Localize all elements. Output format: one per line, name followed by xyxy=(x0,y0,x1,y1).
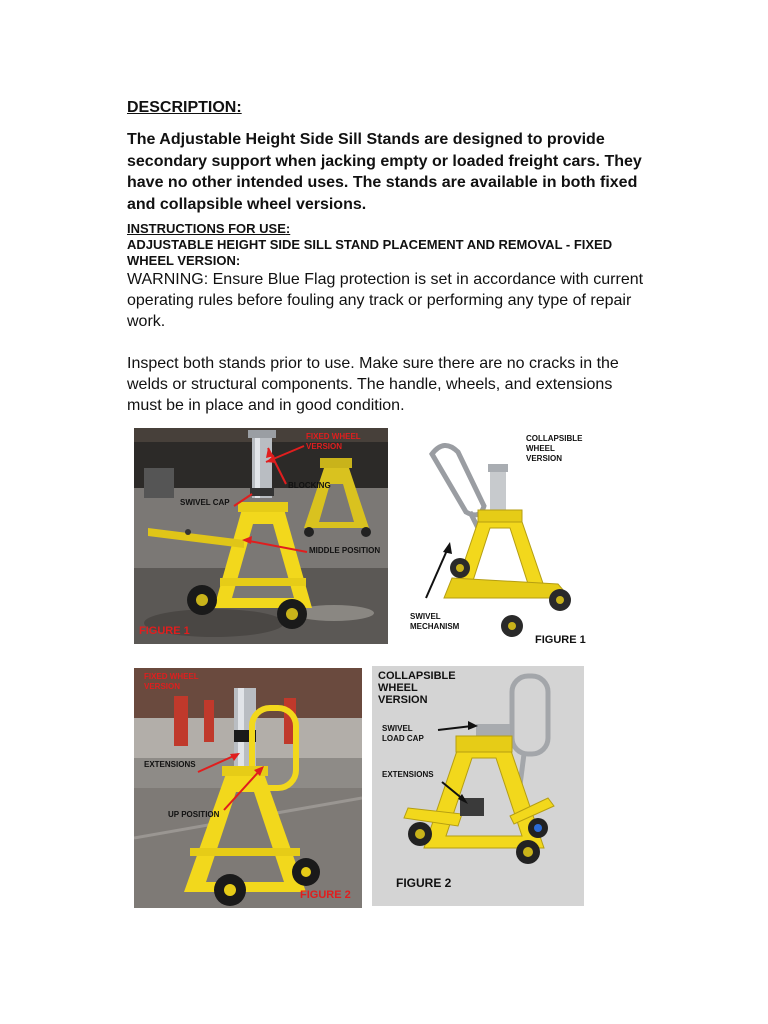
label-swivel-load-cap: SWIVEL LOAD CAP xyxy=(382,724,424,743)
figure-drawing-collapsible-wheel-1 xyxy=(400,428,624,650)
instructions-title xyxy=(127,221,647,237)
description-heading xyxy=(127,97,647,119)
inspect-paragraph: Inspect both stands prior to use. Make sure there are no cracks in the welds or structural components. The handle, wheels, and extensions must be in place and in good condition. xyxy=(127,355,619,414)
warning-paragraph: WARNING: Ensure Blue Flag protection is set in accordance with current operating rules before fouling any track or performing any type of repair work. xyxy=(127,271,644,330)
placement-title: ADJUSTABLE HEIGHT SIDE SILL STAND PLACEMENT AND REMOVAL - FIXED WHEEL VERSION: xyxy=(127,237,613,268)
description-heading-colon: : xyxy=(236,99,242,116)
label-fixed-wheel-version: FIXED WHEEL VERSION xyxy=(306,432,361,451)
intro-paragraph: The Adjustable Height Side Sill Stands are designed to provide secondary support when jacking empty or loaded freight cars. They have no other intended uses. The stands are available in both fixed and collapsible wheel versions. xyxy=(127,131,642,213)
document-text xyxy=(127,97,647,416)
stand-photo-illustration xyxy=(134,428,388,644)
stand-photo-illustration-2 xyxy=(134,668,362,908)
label-blocking: BLOCKING xyxy=(288,481,331,490)
label-collapsible-wheel-version: COLLAPSIBLE WHEEL VERSION xyxy=(526,434,583,463)
figure-photo-fixed-wheel-1 xyxy=(134,428,388,644)
label-figure-1-drawing: FIGURE 1 xyxy=(535,634,586,646)
label-figure-1-photo: FIGURE 1 xyxy=(139,625,190,637)
label-figure-2-photo: FIGURE 2 xyxy=(300,889,351,901)
instructions-title-colon: : xyxy=(285,221,291,236)
label-middle-position: MIDDLE POSITION xyxy=(309,546,381,555)
label-extensions-drawing: EXTENSIONS xyxy=(382,770,434,779)
label-fixed-wheel-version-2: FIXED WHEEL VERSION xyxy=(144,672,199,691)
label-swivel-mechanism: SWIVEL MECHANISM xyxy=(410,612,460,631)
label-swivel-cap: SWIVEL CAP xyxy=(180,498,230,507)
label-extensions-photo: EXTENSIONS xyxy=(144,760,196,769)
figure-drawing-collapsible-wheel-2 xyxy=(372,666,584,906)
label-up-position: UP POSITION xyxy=(168,810,220,819)
label-figure-2-drawing: FIGURE 2 xyxy=(396,876,452,890)
label-collapsible-wheel-version-2: COLLAPSIBLE WHEEL VERSION xyxy=(378,670,456,706)
description-heading-text: DESCRIPTION xyxy=(127,99,237,116)
figure-photo-fixed-wheel-2 xyxy=(134,668,362,908)
instructions-title-text: INSTRUCTIONS FOR USE xyxy=(127,221,286,236)
